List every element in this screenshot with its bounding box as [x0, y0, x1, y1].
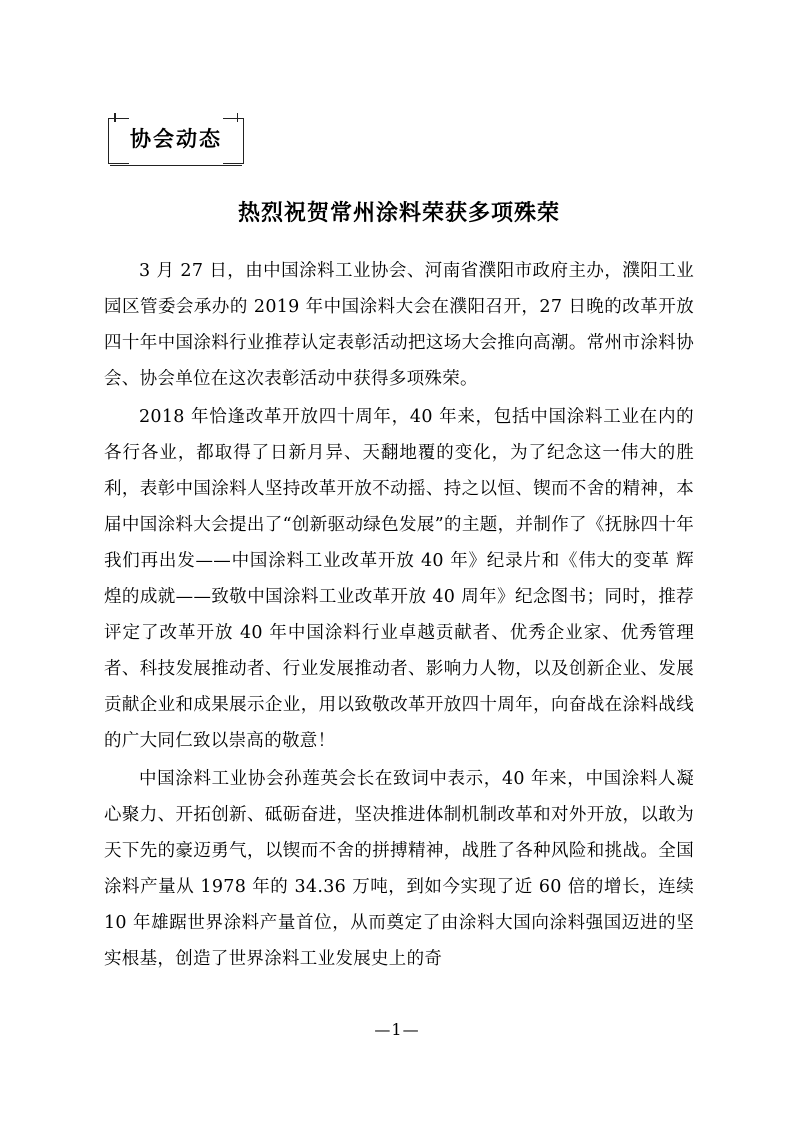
body-paragraph-3: 中国涂料工业协会孙莲英会长在致词中表示，40 年来，中国涂料人凝心聚力、开拓创新、砥砺奋进，坚决推进体制机制改革和对外开放，以敢为天下先的豪迈勇气，以锲而不舍的拼搏精神，战胜了各种风险和挑战。全国涂料产量从 1978 年的 34.36 万吨，到如今实现了近 60 倍的增长，连续 10 年雄踞世界涂料产量首位，从而奠定了由涂料大国向涂料强国迈进的坚实根基，创造了世界涂料工业发展史上的奇	[104, 769, 694, 969]
section-banner-label: 协会动态	[130, 126, 222, 151]
banner-underline	[110, 165, 242, 167]
section-banner-frame	[108, 118, 244, 162]
body-paragraph-1: 3 月 27 日，由中国涂料工业协会、河南省濮阳市政府主办，濮阳工业园区管委会承办的 2019 年中国涂料大会在濮阳召开，27 日晚的改革开放四十年中国涂料行业推荐认定表彰活动把这场大会推向高潮。常州市涂料协会、协会单位在这次表彰活动中获得多项殊荣。	[104, 261, 694, 389]
document-content	[104, 118, 694, 979]
page-number: —1—	[374, 1020, 420, 1039]
banner-tick-right-icon	[237, 113, 239, 122]
section-banner	[108, 118, 244, 162]
page-title: 热烈祝贺常州涂料荣获多项殊荣	[237, 200, 560, 226]
banner-tick-left-icon	[114, 113, 116, 122]
body-paragraph-2: 2018 年恰逢改革开放四十周年，40 年来，包括中国涂料工业在内的各行各业，都取得了日新月异、天翻地覆的变化，为了纪念这一伟大的胜利，表彰中国涂料人坚持改革开放不动摇、持之以恒、锲而不舍的精神，本届中国涂料大会提出了“创新驱动绿色发展”的主题，并制作了《抚脉四十年 我们再出发——中国涂料工业改革开放 40 年》纪录片和《伟大的变革 辉煌的成就——致敬中国涂料工业改革开放 40 周年》纪念图书；同时，推荐评定了改革开放 40 年中国涂料行业卓越贡献者、优秀企业家、优秀管理者、科技发展推动者、行业发展推动者、影响力人物，以及创新企业、发展贡献企业和成果展示企业，用以致敬改革开放四十周年，向奋战在涂料战线的广大同仁致以崇高的敬意！	[104, 407, 694, 751]
